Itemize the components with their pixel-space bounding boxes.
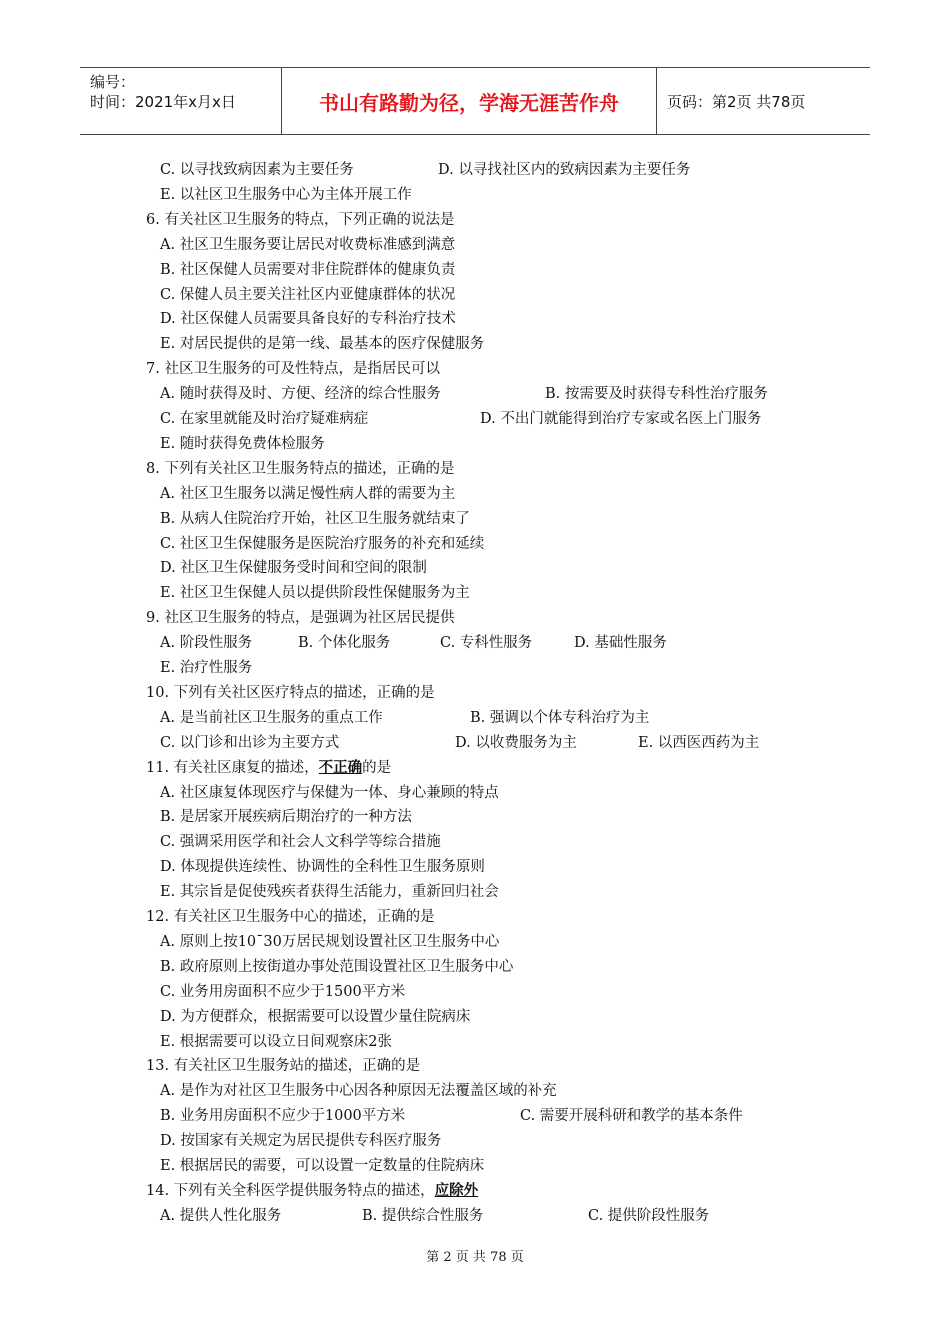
- emphasis-text: 不正确: [318, 759, 363, 776]
- option-text: E. 以社区卫生服务中心为主体开展工作: [160, 186, 412, 203]
- answer-option-line: [160, 631, 667, 656]
- question-text: 8. 下列有关社区卫生服务特点的描述，正确的是: [146, 460, 455, 477]
- header-left-cell: [80, 68, 282, 134]
- option-text: A. 社区卫生服务以满足慢性病人群的需要为主: [160, 485, 456, 502]
- answer-option-line: [160, 955, 513, 980]
- question-text: 12. 有关社区卫生服务中心的描述，正确的是: [146, 909, 435, 925]
- answer-option-line: [160, 880, 499, 905]
- page-header: [80, 67, 870, 135]
- option-text: B. 提供综合性服务: [362, 1207, 484, 1224]
- answer-option-line: [160, 731, 760, 756]
- answer-option-line: [160, 781, 499, 806]
- answer-option-line: [160, 183, 412, 208]
- option-text: E. 以西医西药为主: [638, 734, 760, 751]
- answer-option-line: [160, 980, 405, 1005]
- question-stem: [146, 681, 435, 706]
- answer-option-line: [160, 1129, 441, 1154]
- question-text: 6. 有关社区卫生服务的特点，下列正确的说法是: [146, 211, 455, 228]
- option-text: D. 社区保健人员需要具备良好的专科治疗技术: [160, 311, 456, 328]
- answer-option-line: [160, 830, 441, 855]
- option-text: D. 基础性服务: [574, 635, 667, 652]
- option-text: E. 其宗旨是促使残疾者获得生活能力，重新回归社会: [160, 884, 499, 901]
- option-text: D. 以收费服务为主: [455, 734, 577, 751]
- page-footer: 第 2 页 共 78 页: [426, 1250, 524, 1265]
- option-text: A. 提供人性化服务: [160, 1207, 282, 1224]
- option-text: B. 政府原则上按街道办事处范围设置社区卫生服务中心: [160, 958, 514, 975]
- question-text: 10. 下列有关社区医疗特点的描述，正确的是: [146, 684, 435, 701]
- question-stem: [146, 1179, 478, 1204]
- option-text: C. 强调采用医学和社会人文科学等综合措施: [160, 834, 441, 851]
- question-text: 7. 社区卫生服务的可及性特点，是指居民可以: [146, 361, 440, 378]
- answer-option-line: [160, 1005, 470, 1030]
- option-text: B. 按需要及时获得专科性治疗服务: [545, 386, 768, 403]
- option-text: B. 业务用房面积不应少于1000平方米: [160, 1108, 406, 1125]
- option-text: C. 社区卫生保健服务是医院治疗服务的补充和延续: [160, 535, 485, 552]
- option-text: C. 以寻找致病因素为主要任务: [160, 162, 354, 178]
- question-text: 的是: [362, 759, 392, 776]
- question-text: 13. 有关社区卫生服务站的描述，正确的是: [146, 1058, 421, 1075]
- option-text: E. 随时获得免费体检服务: [160, 435, 325, 452]
- option-text: C. 保健人员主要关注社区内亚健康群体的状况: [160, 286, 456, 303]
- answer-option-line: [160, 382, 768, 407]
- answer-option-line: [160, 805, 412, 830]
- option-text: A. 随时获得及时、方便、经济的综合性服务: [160, 386, 441, 403]
- question-text: 11. 有关社区康复的描述，: [146, 759, 319, 776]
- option-text: C. 需要开展科研和教学的基本条件: [520, 1108, 743, 1125]
- option-text: A. 社区康复体现医疗与保健为一体、身心兼顾的特点: [160, 784, 499, 801]
- answer-option-line: [160, 581, 470, 606]
- option-text: C. 以门诊和出诊为主要方式: [160, 734, 340, 751]
- option-text: B. 从病人住院治疗开始，社区卫生服务就结束了: [160, 510, 470, 527]
- question-stem: [146, 208, 454, 233]
- answer-option-line: [160, 1154, 484, 1179]
- answer-option-line: [160, 407, 762, 432]
- option-text: B. 个体化服务: [298, 635, 391, 652]
- option-text: E. 根据需要可以设立日间观察床2张: [160, 1033, 393, 1050]
- option-text: A. 是当前社区卫生服务的重点工作: [160, 709, 383, 726]
- option-text: A. 阶段性服务: [160, 635, 253, 652]
- answer-option-line: [160, 1204, 710, 1229]
- question-stem: [146, 756, 391, 781]
- option-text: D. 按国家有关规定为居民提供专科医疗服务: [160, 1133, 442, 1150]
- question-text: 9. 社区卫生服务的特点，是强调为社区居民提供: [146, 610, 455, 627]
- answer-option-line: [160, 1030, 392, 1055]
- number-label: 编号：: [90, 73, 136, 91]
- option-text: E. 对居民提供的是第一线、最基本的医疗保健服务: [160, 336, 485, 353]
- question-stem: [146, 1054, 420, 1079]
- answer-option-line: [160, 507, 470, 532]
- answer-option-line: [160, 432, 325, 457]
- question-stem: [146, 457, 454, 482]
- answer-option-line: [160, 930, 499, 955]
- option-text: C. 专科性服务: [440, 635, 533, 652]
- option-text: A. 社区卫生服务要让居民对收费标准感到满意: [160, 236, 456, 253]
- question-stem: [146, 606, 454, 631]
- option-text: B. 是居家开展疾病后期治疗的一种方法: [160, 809, 412, 826]
- option-text: B. 强调以个体专科治疗为主: [470, 709, 650, 726]
- date-label: 时间：2021年x月x日: [90, 93, 236, 111]
- option-text: C. 提供阶段性服务: [588, 1207, 710, 1224]
- option-text: D. 为方便群众，根据需要可以设置少量住院病床: [160, 1008, 471, 1025]
- option-text: D. 不出门就能得到治疗专家或名医上门服务: [480, 411, 762, 427]
- option-text: C. 在家里就能及时治疗疑难病症: [160, 411, 369, 427]
- answer-option-line: [160, 258, 455, 283]
- option-text: B. 社区保健人员需要对非住院群体的健康负责: [160, 261, 456, 278]
- option-text: D. 体现提供连续性、协调性的全科性卫生服务原则: [160, 859, 485, 876]
- answer-option-line: [160, 855, 485, 880]
- question-text: 14. 下列有关全科医学提供服务特点的描述，: [146, 1182, 435, 1199]
- option-text: D. 以寻找社区内的致病因素为主要任务: [438, 162, 691, 178]
- option-text: E. 根据居民的需要，可以设置一定数量的住院病床: [160, 1158, 485, 1174]
- question-stem: [146, 905, 435, 930]
- answer-option-line: [160, 1079, 557, 1104]
- answer-option-line: [160, 332, 484, 357]
- question-stem: [146, 357, 440, 382]
- header-motto: 书山有路勤为径，学海无涯苦作舟: [282, 68, 657, 134]
- option-text: C. 业务用房面积不应少于1500平方米: [160, 983, 406, 1000]
- answer-option-line: [160, 158, 691, 183]
- answer-option-line: [160, 706, 650, 731]
- answer-option-line: [160, 556, 427, 581]
- option-text: E. 治疗性服务: [160, 660, 253, 676]
- answer-option-line: [160, 656, 252, 681]
- option-text: D. 社区卫生保健服务受时间和空间的限制: [160, 560, 427, 577]
- emphasis-text: 应除外: [434, 1182, 479, 1199]
- answer-option-line: [160, 307, 456, 332]
- answer-option-line: [160, 233, 455, 258]
- answer-option-line: [160, 283, 455, 308]
- header-page-number: 页码：第2页 共78页: [667, 92, 806, 111]
- option-text: A. 原则上按10¯30万居民规划设置社区卫生服务中心: [160, 933, 500, 950]
- answer-option-line: [160, 482, 455, 507]
- answer-option-line: [160, 1104, 743, 1129]
- answer-option-line: [160, 532, 484, 557]
- option-text: E. 社区卫生保健人员以提供阶段性保健服务为主: [160, 585, 470, 602]
- option-text: A. 是作为对社区卫生服务中心因各种原因无法覆盖区域的补充: [160, 1083, 557, 1100]
